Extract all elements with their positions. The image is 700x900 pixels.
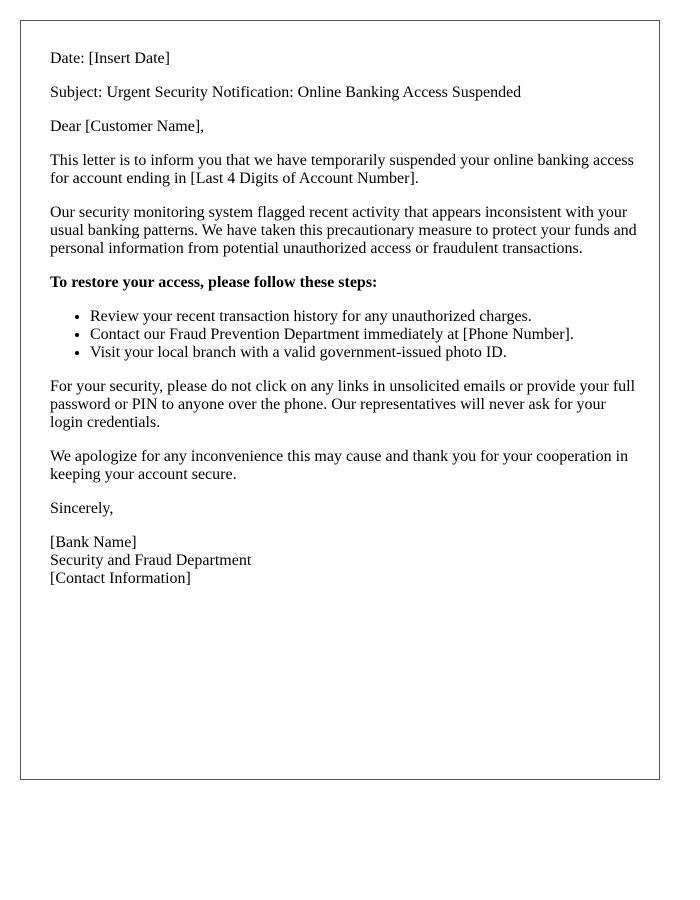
signature-department: Security and Fraud Department <box>50 552 252 569</box>
letter-body <box>50 50 640 588</box>
step-item-review-transactions: • Review your recent transaction history for any unauthorized charges. <box>90 308 640 326</box>
steps-list <box>50 308 640 362</box>
letter-date: Date: [Insert Date] <box>50 50 170 67</box>
letter-paragraph-apology: We apologize for any inconvenience this may cause and thank you for your cooperation in keeping your account secure. <box>50 448 629 483</box>
step-item-contact-fraud-department: • Contact our Fraud Prevention Department immediately at [Phone Number]. <box>90 326 640 344</box>
signature-contact: [Contact Information] <box>50 570 191 587</box>
letter-subject: Subject: Urgent Security Notification: Online Banking Access Suspended <box>50 84 522 101</box>
letter-frame <box>20 20 660 780</box>
letter-salutation: Dear [Customer Name], <box>50 118 205 135</box>
signature-bank-name: [Bank Name] <box>50 534 137 551</box>
step-item-visit-branch: • Visit your local branch with a valid government-issued photo ID. <box>90 344 640 362</box>
letter-paragraph-security-advice: For your security, please do not click on any links in unsolicited emails or provide your full password or PIN to anyone over the phone. Our representatives will never ask for your login credentials. <box>50 378 636 431</box>
steps-heading: To restore your access, please follow these steps: <box>50 274 378 291</box>
letter-paragraph-security-monitoring: Our security monitoring system flagged recent activity that appears inconsistent with your usual banking patterns. We have taken this precautionary measure to protect your funds and personal information from potential unauthorized access or fraudulent transactions. <box>50 204 637 257</box>
signature-block <box>50 534 640 588</box>
letter-closing: Sincerely, <box>50 500 114 517</box>
letter-paragraph-intro: This letter is to inform you that we have temporarily suspended your online banking access for account ending in [Last 4 Digits of Account Number]. <box>50 152 634 187</box>
